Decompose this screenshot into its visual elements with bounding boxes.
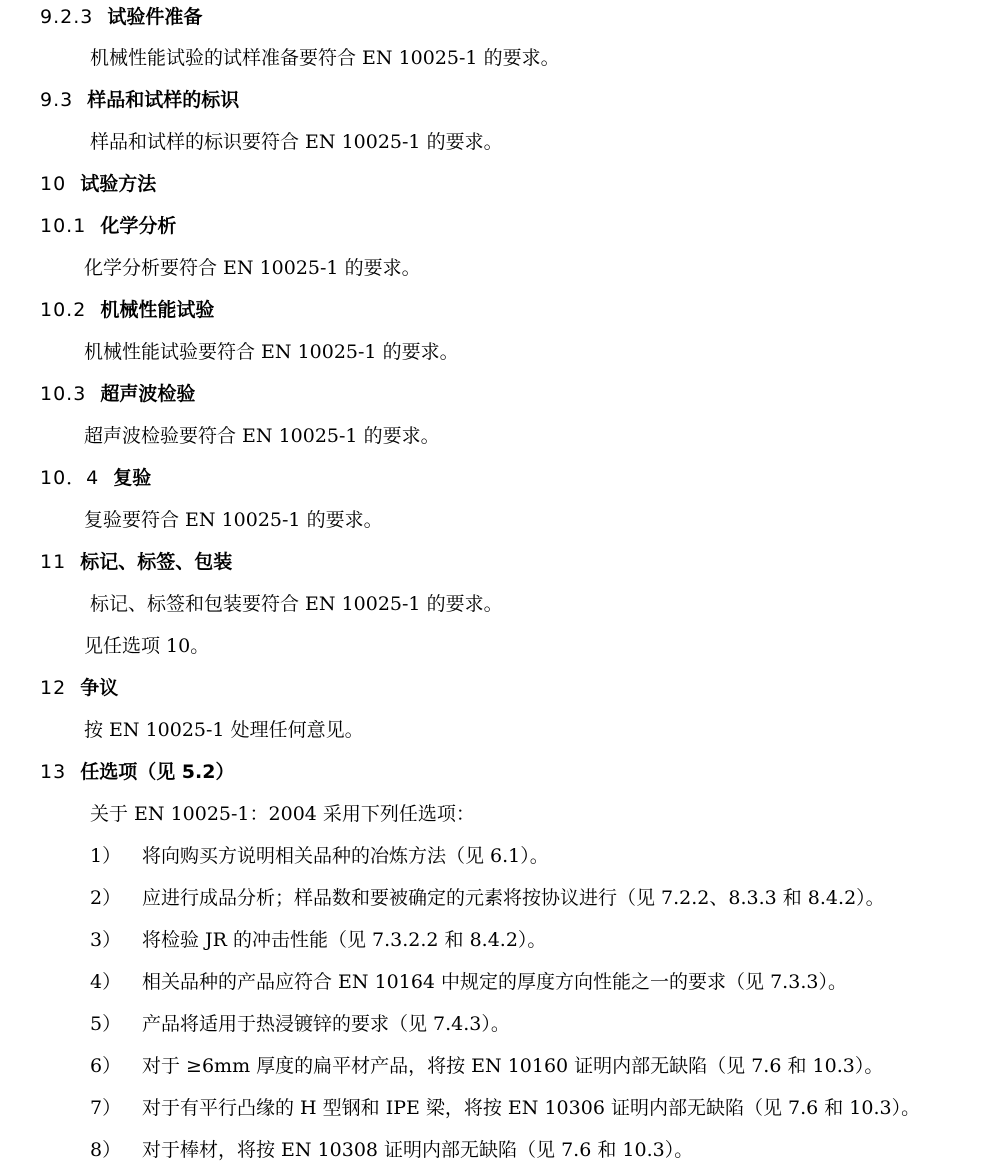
heading-number: 10.2	[40, 299, 87, 321]
heading-number: 10.3	[40, 383, 87, 405]
heading-title: 化学分析	[100, 215, 177, 237]
list-item-number: 4）	[90, 971, 122, 993]
list-item	[90, 889, 885, 908]
list-item	[90, 847, 549, 866]
list-item-number: 1）	[90, 845, 122, 867]
heading-number: 9.2.3	[40, 6, 94, 28]
heading-title: 试验方法	[80, 173, 157, 195]
heading-10-3	[40, 385, 195, 404]
heading-number: 10.1	[40, 215, 87, 237]
heading-12	[40, 679, 118, 698]
heading-10-2	[40, 301, 214, 320]
list-item	[90, 973, 847, 992]
paragraph: 超声波检验要符合 EN 10025-1 的要求。	[84, 425, 440, 447]
heading-title: 超声波检验	[100, 383, 196, 405]
list-item-number: 3）	[90, 929, 122, 951]
heading-10-1	[40, 217, 176, 236]
heading-title: 任选项（见 5.2）	[80, 761, 235, 783]
heading-11	[40, 553, 232, 572]
list-item-text: 相关品种的产品应符合 EN 10164 中规定的厚度方向性能之一的要求（见 7.3.3）。	[142, 971, 847, 993]
heading-10-4	[40, 469, 151, 488]
list-item-text: 将检验 JR 的冲击性能（见 7.3.2.2 和 8.4.2）。	[142, 929, 547, 951]
paragraph: 机械性能试验的试样准备要符合 EN 10025-1 的要求。	[90, 47, 560, 69]
paragraph: 化学分析要符合 EN 10025-1 的要求。	[84, 257, 421, 279]
list-item	[90, 1057, 883, 1076]
heading-number: 10	[40, 173, 67, 195]
paragraph: 按 EN 10025-1 处理任何意见。	[84, 719, 364, 741]
heading-title: 试验件准备	[107, 6, 203, 28]
list-item-text: 产品将适用于热浸镀锌的要求（见 7.4.3）。	[142, 1013, 510, 1035]
list-item	[90, 1141, 693, 1160]
heading-number: 12	[40, 677, 67, 699]
heading-title: 标记、标签、包装	[80, 551, 233, 573]
paragraph: 复验要符合 EN 10025-1 的要求。	[84, 509, 383, 531]
list-item-text: 对于 ≥6mm 厚度的扁平材产品，将按 EN 10160 证明内部无缺陷（见 7.6 和 10.3）。	[142, 1055, 884, 1077]
paragraph: 机械性能试验要符合 EN 10025-1 的要求。	[84, 341, 459, 363]
paragraph: 样品和试样的标识要符合 EN 10025-1 的要求。	[90, 131, 503, 153]
paragraph: 标记、标签和包装要符合 EN 10025-1 的要求。	[90, 593, 503, 615]
paragraph: 见任选项 10。	[84, 635, 210, 657]
list-item-text: 对于棒材，将按 EN 10308 证明内部无缺陷（见 7.6 和 10.3）。	[142, 1139, 694, 1161]
heading-9-3	[40, 91, 239, 110]
heading-title: 机械性能试验	[100, 299, 215, 321]
list-item-text: 应进行成品分析；样品数和要被确定的元素将按协议进行（见 7.2.2、8.3.3 和 8.4.2）。	[142, 887, 885, 909]
list-item-number: 8）	[90, 1139, 122, 1161]
paragraph: 关于 EN 10025-1：2004 采用下列任选项：	[90, 803, 475, 825]
heading-title: 样品和试样的标识	[87, 89, 240, 111]
list-item	[90, 1015, 510, 1034]
list-item-number: 2）	[90, 887, 122, 909]
list-item-number: 5）	[90, 1013, 122, 1035]
list-item-text: 对于有平行凸缘的 H 型钢和 IPE 梁，将按 EN 10306 证明内部无缺陷（见 7.6 和 10.3）。	[142, 1097, 921, 1119]
heading-9-2-3	[40, 8, 202, 27]
heading-number: 10．4	[40, 467, 100, 489]
list-item-text: 将向购买方说明相关品种的冶炼方法（见 6.1）。	[142, 845, 549, 867]
list-item-number: 7）	[90, 1097, 122, 1119]
heading-13	[40, 763, 234, 782]
heading-10	[40, 175, 156, 194]
heading-number: 11	[40, 551, 67, 573]
heading-number: 9.3	[40, 89, 74, 111]
heading-number: 13	[40, 761, 67, 783]
heading-title: 复验	[113, 467, 152, 489]
list-item-number: 6）	[90, 1055, 122, 1077]
heading-title: 争议	[80, 677, 119, 699]
list-item	[90, 1099, 920, 1118]
list-item	[90, 931, 546, 950]
